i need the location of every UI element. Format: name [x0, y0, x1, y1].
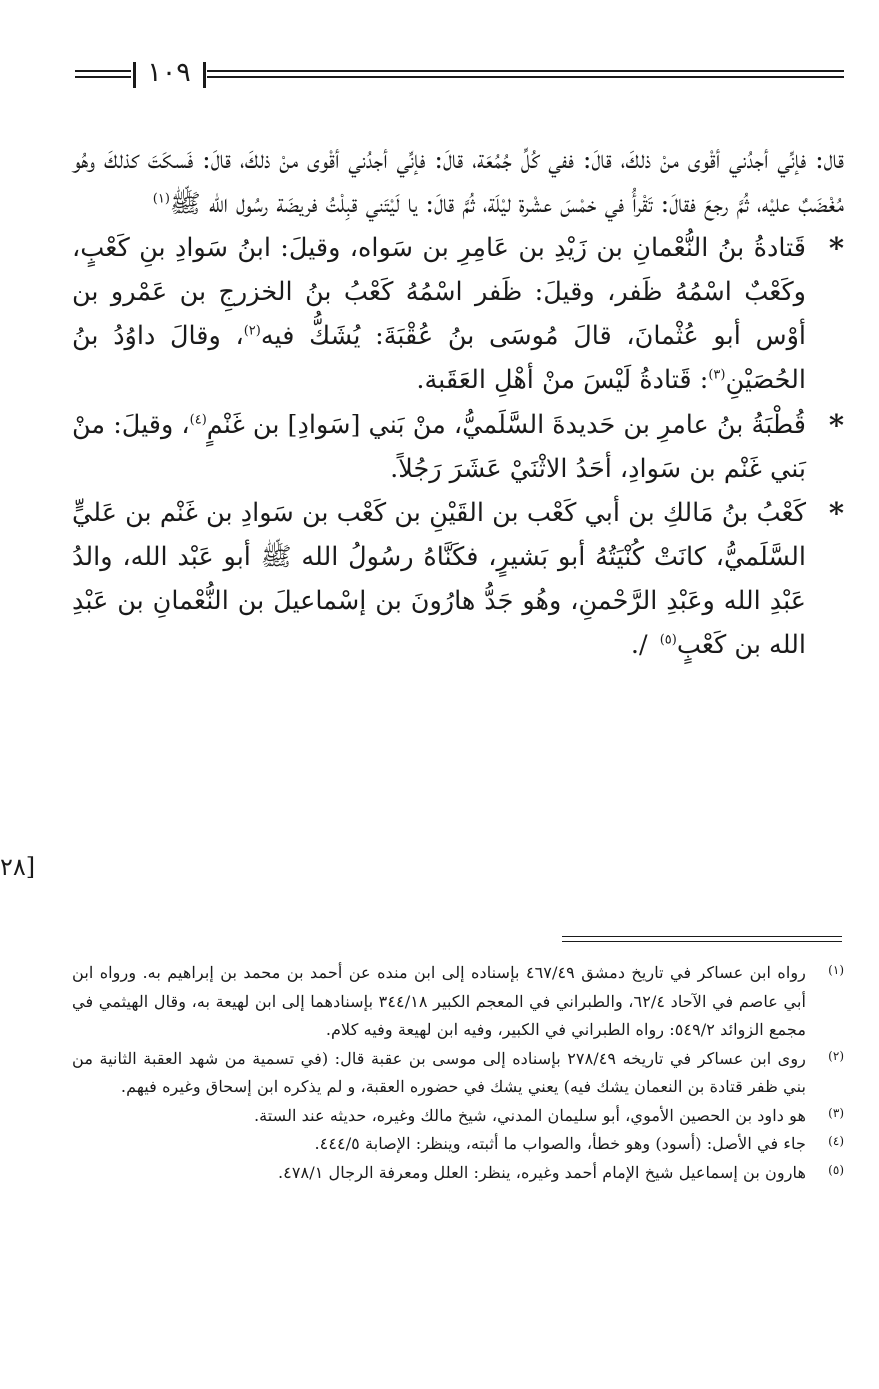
footnotes [72, 959, 844, 1187]
header-divider-bar [203, 62, 206, 88]
footnote-text: روى ابن عساكر في تاريخه ٢٧٨/٤٩ بإسناده إلى موسى بن عقبة قال: (في تسمية من شهد العقبة الثانية من بني ظفر قتادة بن النعمان يشك فيه) يعني يشك في حضوره العقبة، و لم يذكره ابن إسحاق وغيره فيهم. [72, 1048, 806, 1096]
entry-text: قُطْبَةُ بنُ عامرِ بن حَديدةَ السَّلَميُّ، منْ بَني [سَوادِ] بن غَنْمٍ [206, 409, 806, 440]
page-number: ١٠٩ [147, 57, 191, 88]
footnote-text: رواه ابن عساكر في تاريخ دمشق ٤٦٧/٤٩ بإسناده إلى ابن منده عن أحمد بن محمد بن إبراهيم به. ورواه ابن أبي عاصم في الآحاد ٦٢/٤، والطبراني في المعجم الكبير ٣٤٤/١٨ بإسنادهما إلى ابن لهيعة به، وقال الهيثمي في مجمع الزوائد ٥٤٩/٢: رواه الطبراني في الكبير، وفيه ابن لهيعة وفيه كلام. [72, 963, 807, 1039]
footnote-5 [72, 1159, 844, 1188]
entry-text: كَعْبُ بنُ مَالكِ بن أبي كَعْب بن القَيْنِ بن كَعْب بن سَوادِ بن غَنْم بن عَليٍّ السَّلَميُّ، كانَتْ كُنْيَتُهُ أبو بَشيرٍ، فكَنَّاهُ رسُولُ الله ﷺ أبو عَبْد الله، والدُ عَبْدِ الله وعَبْدِ الرَّحْمنِ، وهُو جَدُّ هارُونَ بن إسْماعيلَ بن النُّعْمانِ بن عَبْدِ الله بن كَعْبٍ [72, 497, 806, 661]
footnote-number: (٢) [828, 1048, 844, 1063]
footnote-ref: (٢) [243, 323, 261, 339]
footnote-rule [562, 941, 842, 942]
paragraph-continuation [72, 138, 844, 226]
entry-text: قَتادةُ بنُ النُّعْمانِ بن زَيْدِ بن عَامِرِ بن سَواه، وقيلَ: ابنُ سَوادِ بنِ كَعْبٍ، وكَعْبٌ اسْمُهُ ظَفر، وقيلَ: ظَفر اسْمُهُ كَعْبُ بنُ الخزرجِ بن عَمْرو بن أوْس أبو عُثْمانَ، قالَ مُوسَى بنُ عُقْبَةَ: يُشَكُّ فيه [72, 233, 806, 352]
header-rule-right [207, 70, 844, 78]
footnote-text: هو داود بن الحصين الأموي، أبو سليمان المدني، شيخ مالك وغيره، حديثه عند الستة. [253, 1105, 806, 1125]
footnote-number: (١) [828, 963, 844, 977]
entry-marker: * [828, 231, 844, 266]
footnote-ref: (٣) [708, 367, 726, 383]
entry-text: /. [630, 630, 656, 661]
running-header [0, 56, 879, 96]
footnote-2 [72, 1045, 844, 1102]
paragraph-text: قال: فإنِّي أجدُني أقْوى منْ ذلكَ، قالَ: ففي كُلِّ جُمُعَة، قالَ: فإنِّي أجدُني أقْوى منْ ذلكَ، قالَ: فَسكَتَ كذلكَ وهُو مُغْضَبٌ عليْه، ثُمَّ رجعَ فقالَ: تَقْرأُ في خمْسَ عشْرة ليْلَة، ثُمَّ قالَ: يا لَيْتَني قبِلْتُ فريضَة رسُول الله ﷺ [72, 145, 844, 220]
footnote-1 [72, 959, 844, 1045]
footnote-3 [72, 1102, 844, 1131]
footnote-text: جاء في الأصل: (أسود) وهو خطأ، والصواب ما أثبته، وينظر: الإصابة ٤٤٤/٥. [314, 1134, 806, 1153]
entry-text: : قَتادةُ لَيْسَ منْ أهْلِ العَقَبة. [416, 365, 709, 396]
main-text [72, 138, 844, 667]
entry-marker: * [828, 495, 844, 530]
entry-text: ، وقيلَ: منْ بَني غَنْم بن سَوادِ، أحَدُ الاثْنَيْ عَشَرَ رَجُلاً. [72, 409, 806, 484]
footnote-number: (٥) [828, 1162, 844, 1177]
footnote-number: (٣) [828, 1105, 844, 1120]
header-rule-left [75, 70, 131, 78]
entry-qatada [72, 226, 844, 402]
footnote-rule [562, 936, 842, 937]
header-divider-bar [133, 62, 136, 88]
footnote-ref: (٥) [659, 632, 677, 648]
footnote-4 [72, 1130, 844, 1159]
entry-kaab [72, 491, 844, 667]
footnote-ref: (١) [152, 191, 170, 207]
footnote-number: (٤) [828, 1134, 844, 1148]
margin-marker: [٢٨ [0, 853, 36, 881]
entry-qutba [72, 403, 844, 491]
entry-text: ، وقالَ داوُدُ بنُ الحُصَيْنِ [72, 321, 806, 396]
entry-marker: * [828, 407, 844, 442]
footnote-ref: (٤) [189, 412, 207, 428]
footnote-text: هارون بن إسماعيل شيخ الإمام أحمد وغيره، ينظر: العلل ومعرفة الرجال ٤٧٨/١. [278, 1162, 806, 1182]
